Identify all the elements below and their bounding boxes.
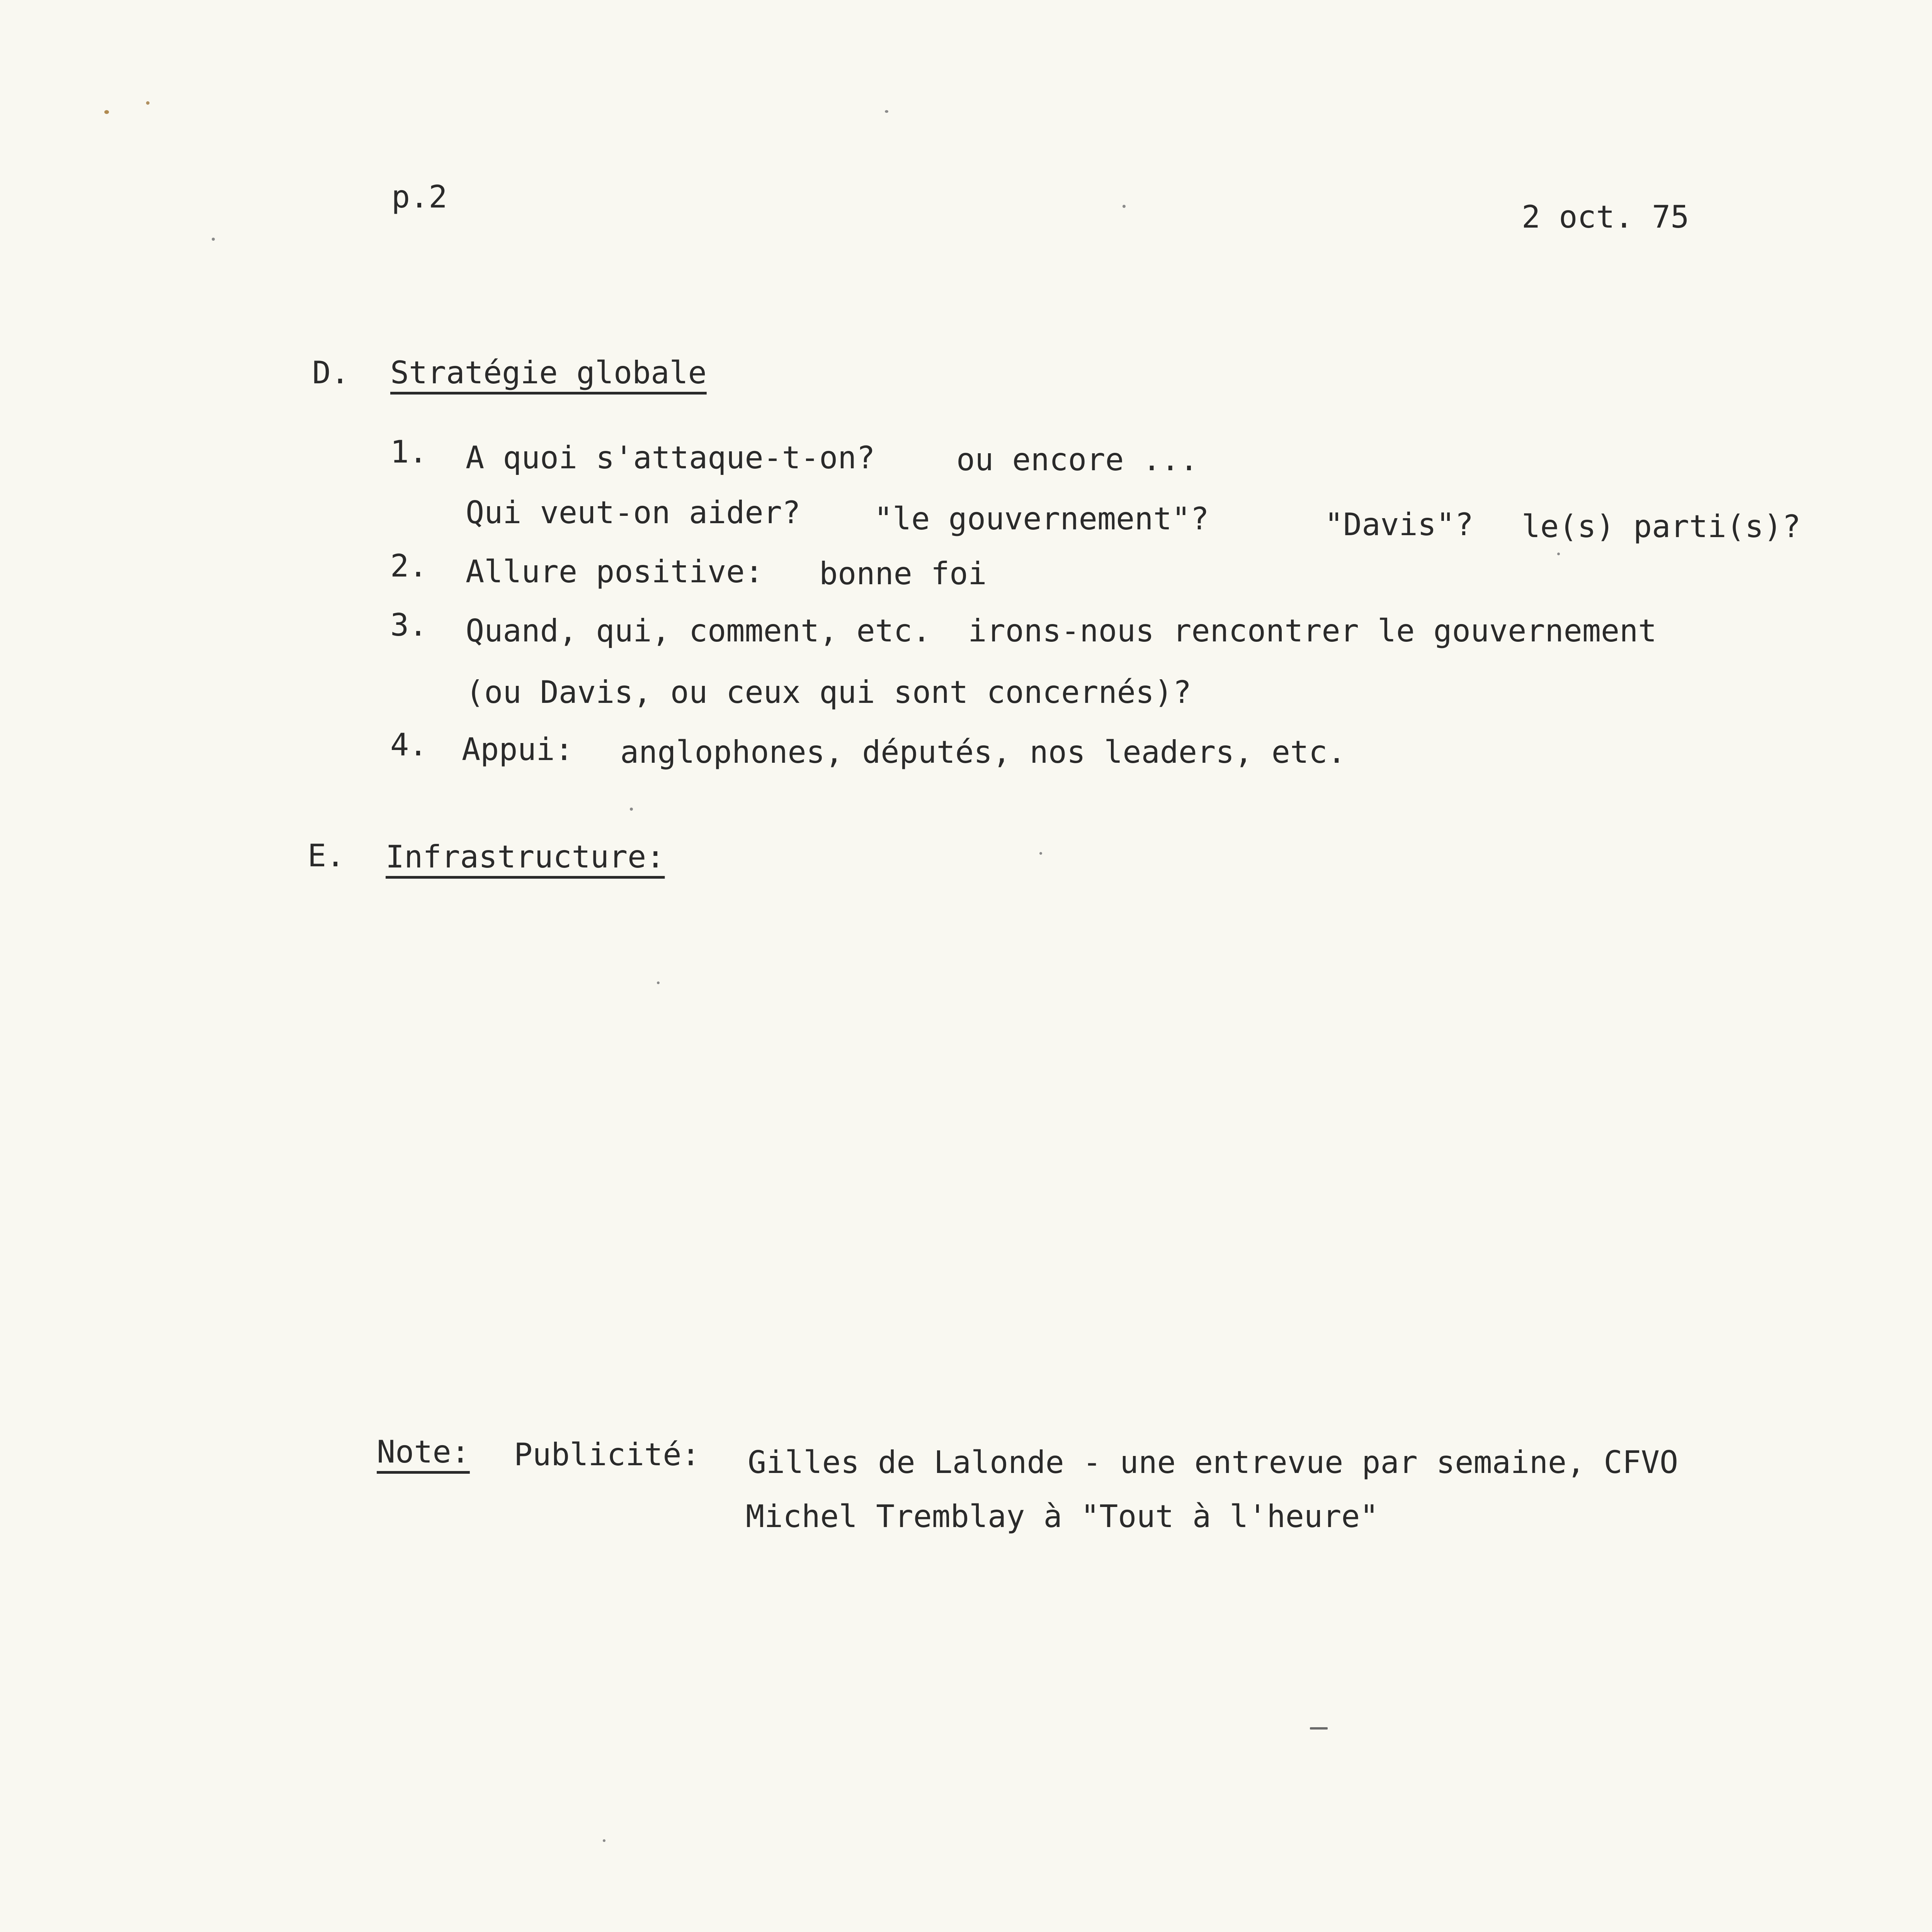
item-4-label: Appui:: [462, 731, 573, 767]
page-number: p.2: [391, 179, 447, 215]
section-d-letter: D.: [312, 355, 350, 391]
paper-speck: [885, 110, 888, 113]
paper-speck: [104, 110, 109, 114]
note-label: Note:: [377, 1434, 470, 1470]
document-date: 2 oct. 75: [1522, 199, 1689, 235]
paper-speck: [212, 238, 215, 241]
item-2-label: Allure positive:: [466, 554, 764, 590]
section-d-title: Stratégie globale: [390, 355, 707, 391]
paper-speck: [1122, 205, 1126, 208]
item-1-sub-question: Qui veut-on aider?: [466, 495, 801, 531]
item-3-number: 3.: [390, 607, 428, 643]
item-3-line-1: Quand, qui, comment, etc. irons-nous rencontrer le gouvernement: [466, 613, 1657, 649]
item-2-value: bonne foi: [819, 556, 987, 592]
item-1-number: 1.: [390, 434, 428, 470]
item-1-question: A quoi s'attaque-t-on?: [466, 440, 875, 476]
paper-speck: [630, 808, 633, 811]
paper-speck: [1557, 553, 1560, 555]
section-e-letter: E.: [308, 838, 345, 874]
paper-speck: [657, 981, 660, 984]
note-category: Publicité:: [514, 1437, 700, 1473]
item-1-or-more: ou encore ...: [956, 442, 1199, 478]
item-3-line-2: (ou Davis, ou ceux qui sont concernés)?: [466, 674, 1192, 710]
item-4-value: anglophones, députés, nos leaders, etc.: [620, 734, 1346, 770]
item-1-government: "le gouvernement"?: [874, 501, 1209, 537]
item-1-davis: "Davis"?: [1325, 507, 1474, 543]
note-line-2: Michel Tremblay à "Tout à l'heure": [746, 1498, 1379, 1534]
item-2-number: 2.: [390, 548, 428, 584]
paper-speck: [146, 101, 150, 105]
paper-speck: [1039, 852, 1042, 855]
item-4-number: 4.: [390, 727, 428, 763]
item-1-parties: le(s) parti(s)?: [1522, 509, 1801, 544]
note-line-1: Gilles de Lalonde - une entrevue par semaine, CFVO: [748, 1444, 1679, 1480]
paper-speck: [1310, 1727, 1328, 1730]
paper-speck: [603, 1839, 605, 1842]
section-e-title: Infrastructure:: [386, 839, 665, 875]
